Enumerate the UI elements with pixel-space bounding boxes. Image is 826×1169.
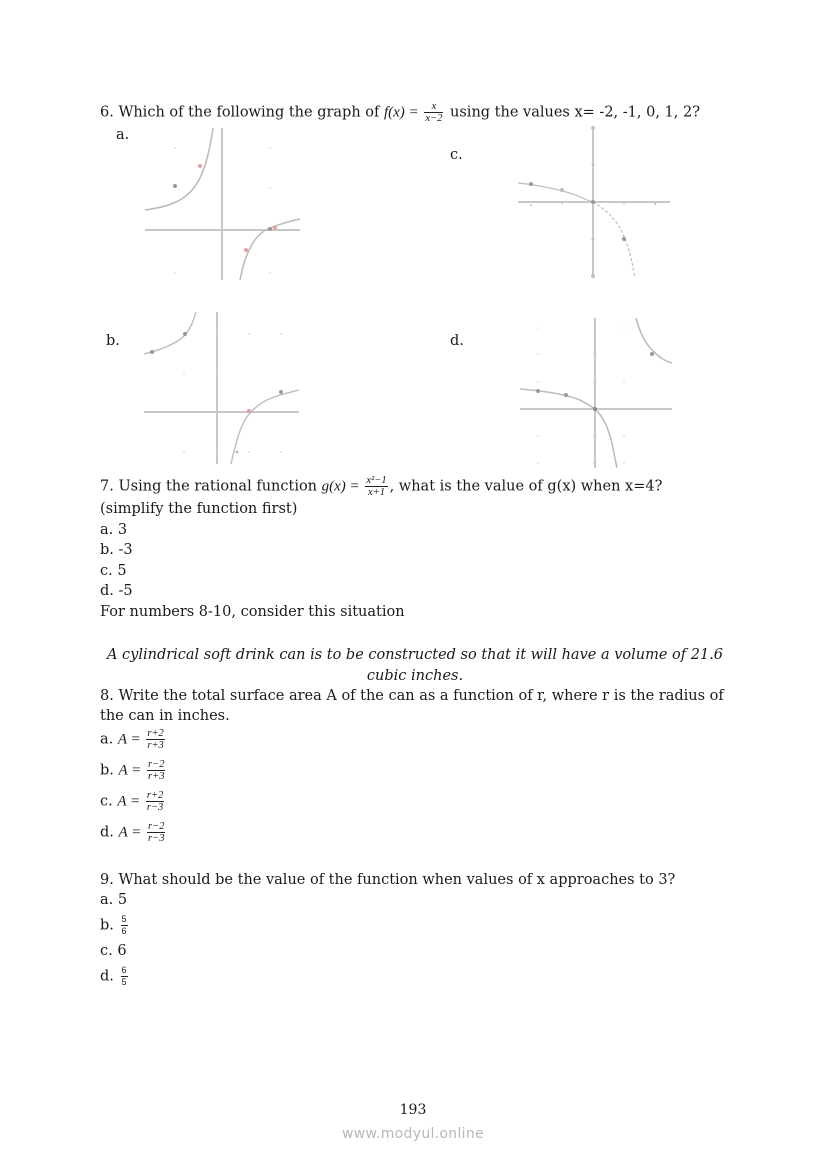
question-9: 9. What should be the value of the function when values of x approaches to 3? [100, 872, 676, 888]
denominator: 5 [121, 977, 127, 987]
option-fraction [121, 965, 128, 988]
option-8d [100, 821, 167, 844]
option-label: c. [100, 943, 118, 959]
numerator: x²−1 [366, 475, 387, 486]
option-7d: d. -5 [100, 583, 133, 599]
denominator: x+1 [368, 487, 385, 498]
option-7a: a. 3 [100, 522, 128, 538]
graph-option-b [144, 312, 299, 464]
graph-option-d [520, 318, 672, 468]
option-value: 6 [117, 943, 127, 959]
function-f: f(x) = [383, 104, 423, 121]
option-value: 5 [117, 892, 128, 908]
option-9a [100, 891, 127, 909]
situation-text-line2: cubic inches. [366, 668, 464, 684]
numerator: r+2 [146, 790, 164, 801]
situation-intro: For numbers 8-10, consider this situation [100, 604, 405, 620]
question-7-text: 7. Using the rational function [100, 478, 322, 495]
option-label: b. [100, 917, 119, 934]
situation-text-line1: A cylindrical soft drink can is to be constructed so that it will have a volume of 21.6 [106, 647, 724, 663]
option-lhs: A = [117, 793, 144, 810]
option-label: d. [100, 824, 119, 841]
numerator: 6 [121, 965, 127, 975]
denominator: r+3 [148, 771, 165, 782]
option-6b-label: b. [106, 333, 120, 349]
denominator: r+3 [147, 740, 164, 751]
numerator: r+2 [147, 728, 164, 739]
question-7-note: (simplify the function first) [100, 501, 298, 517]
option-7c: c. 5 [100, 563, 127, 579]
denominator: 6 [121, 926, 127, 936]
numerator: r−2 [148, 759, 165, 770]
question-7-suffix: , what is the value of g(x) when x=4? [389, 478, 663, 495]
denominator: r−3 [146, 802, 164, 813]
option-fraction [146, 728, 164, 751]
option-label: c. [100, 793, 118, 810]
option-label: d. [100, 968, 119, 985]
watermark: www.modyul.online [342, 1126, 484, 1142]
option-fraction [147, 759, 165, 782]
question-8-line1: 8. Write the total surface area A of the can as a function of r, where r is the radius of [100, 688, 724, 704]
option-lhs: A = [118, 762, 146, 779]
option-fraction [121, 914, 128, 937]
question-6 [100, 101, 700, 124]
question-7 [100, 475, 662, 498]
option-9d [100, 965, 130, 988]
graph-option-c [518, 126, 670, 278]
option-lhs: A = [118, 824, 146, 841]
option-6d-label: d. [450, 333, 464, 349]
option-8c [100, 790, 166, 813]
denominator: x−2 [425, 113, 443, 124]
option-9b [100, 914, 130, 937]
numerator: x [424, 101, 443, 113]
option-label: b. [100, 762, 119, 779]
option-label: a. [100, 731, 118, 748]
option-7b: b. -3 [100, 542, 133, 558]
numerator: 5 [121, 914, 127, 924]
option-lhs: A = [117, 731, 145, 748]
page-number: 193 [399, 1102, 427, 1118]
fraction-g [365, 475, 387, 498]
option-6c-label: c. [450, 147, 463, 163]
fraction-x-over-x-minus-2 [424, 101, 443, 124]
option-8b [100, 759, 167, 782]
numerator: r−2 [148, 821, 165, 832]
function-g: g(x) = [321, 478, 364, 495]
question-8-line2: the can in inches. [100, 708, 230, 724]
option-6a-label: a. [116, 127, 130, 143]
question-6-text: 6. Which of the following the graph of [100, 104, 384, 121]
option-9c [100, 942, 127, 960]
option-fraction [147, 821, 165, 844]
option-fraction [146, 790, 164, 813]
option-8a [100, 728, 167, 751]
denominator: r−3 [148, 833, 165, 844]
option-label: a. [100, 892, 118, 908]
graph-option-a [145, 128, 300, 280]
question-6-suffix: using the values x= -2, -1, 0, 1, 2? [445, 104, 700, 121]
